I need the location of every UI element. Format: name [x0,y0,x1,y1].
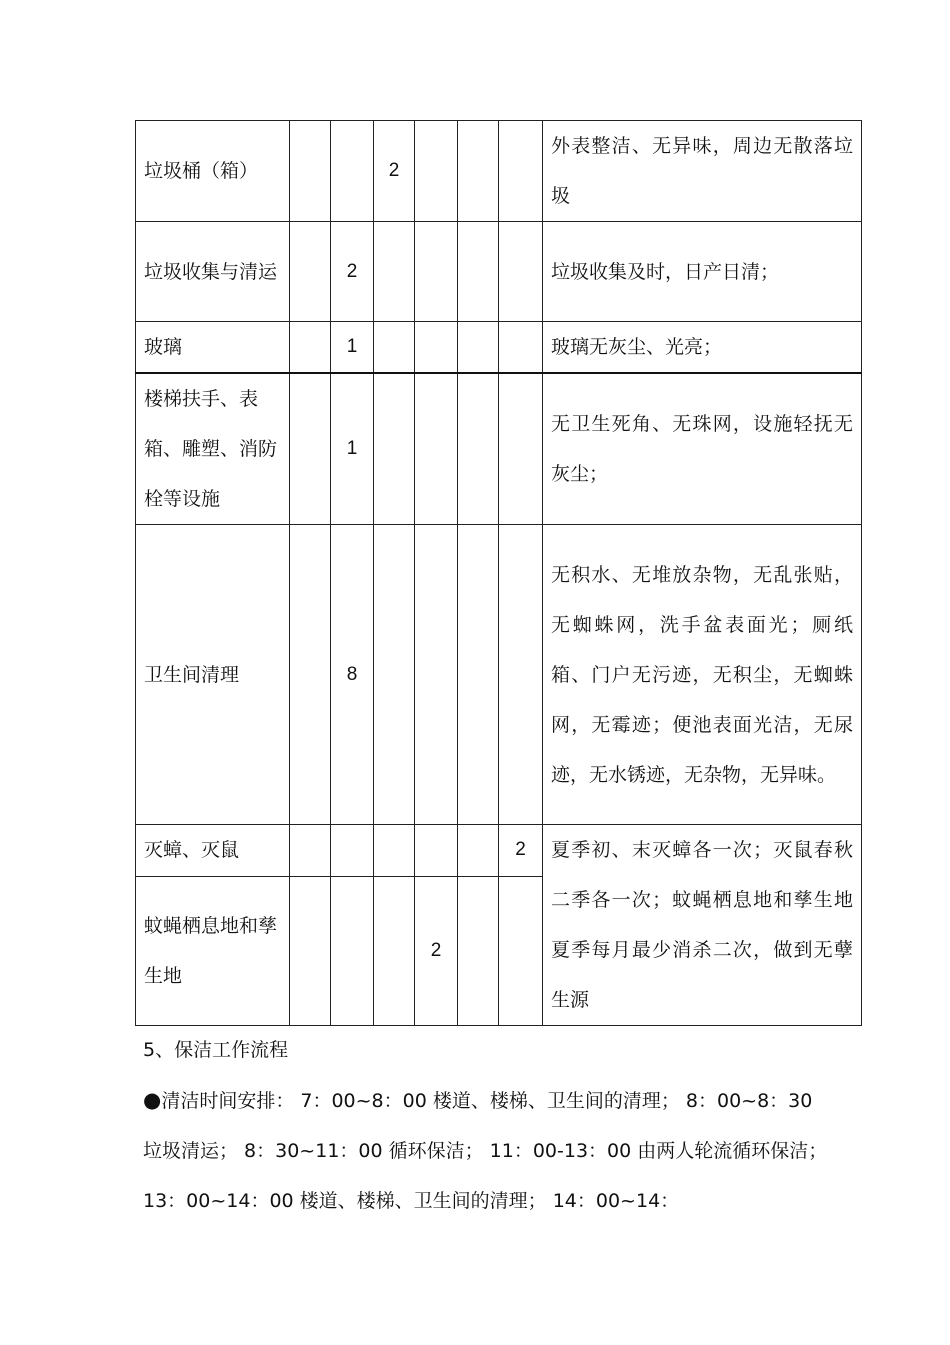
count-cell [499,121,543,222]
table-row [136,222,862,322]
count-cell [290,322,331,374]
count-cell [415,322,458,374]
count-cell [374,222,415,322]
count-cell [374,525,415,825]
row-item-label: 垃圾收集与清运 [136,222,290,322]
count-cell [458,322,499,374]
row-item-label: 垃圾桶（箱） [136,121,290,222]
table-row [136,373,862,525]
count-cell [415,222,458,322]
bullet-icon: ● [143,1088,162,1112]
count-cell: 2 [374,121,415,222]
count-cell [374,876,415,1026]
table-row [136,121,862,222]
table-row [136,322,862,374]
count-cell [458,525,499,825]
merged-standard-cell: 夏季初、末灭蟑各一次；灭鼠春秋二季各一次；蚊蝇栖息地和孳生地夏季每月最少消杀二次，做到无孽生源 [543,825,862,1026]
section-heading: 5、保洁工作流程 [143,1039,289,1061]
schedule-text: 清洁时间安排： 7：00~8：00 楼道、楼梯、卫生间的清理； 8：00~8：30 垃圾清运； 8：30~11：00 循环保洁； 11：00-13：00 由两人轮流循环保洁； 13：00~14：00 楼道、楼梯、卫生间的清理； 14：00~14： [143,1090,828,1212]
count-cell [458,373,499,525]
count-cell [374,825,415,877]
count-cell [499,373,543,525]
table-row [136,525,862,825]
count-cell: 8 [331,525,374,825]
count-cell [415,121,458,222]
count-cell [458,825,499,877]
schedule-paragraph [143,1075,833,1226]
standard-cell: 无卫生死角、无珠网，设施轻抚无灰尘； [543,373,862,525]
count-cell: 2 [415,876,458,1026]
count-cell: 2 [499,825,543,877]
count-cell [331,825,374,877]
count-cell [290,825,331,877]
standard-cell: 无积水、无堆放杂物，无乱张贴，无蜘蛛网，洗手盆表面光；厕纸箱、门户无污迹，无积尘，无蜘蛛网，无霉迹；便池表面光洁，无尿迹，无水锈迹，无杂物，无异味。 [543,525,862,825]
count-cell [415,825,458,877]
row-item-label: 蚊蝇栖息地和孳生地 [136,876,290,1026]
count-cell [374,322,415,374]
count-cell [499,222,543,322]
count-cell [290,373,331,525]
count-cell [331,121,374,222]
count-cell [458,876,499,1026]
row-item-label: 玻璃 [136,322,290,374]
count-cell [499,525,543,825]
table-row [136,825,862,877]
count-cell [290,222,331,322]
count-cell [290,121,331,222]
count-cell: 1 [331,322,374,374]
standard-cell: 外表整洁、无异味，周边无散落垃圾 [543,121,862,222]
count-cell [499,876,543,1026]
row-item-label: 卫生间清理 [136,525,290,825]
standard-cell: 玻璃无灰尘、光亮； [543,322,862,374]
count-cell [331,876,374,1026]
count-cell [458,121,499,222]
standard-cell: 垃圾收集及时，日产日清； [543,222,862,322]
count-cell [415,525,458,825]
count-cell [499,322,543,374]
row-item-label: 楼梯扶手、表箱、雕塑、消防栓等设施 [136,373,290,525]
count-cell [415,373,458,525]
count-cell [290,876,331,1026]
count-cell [374,373,415,525]
count-cell [290,525,331,825]
count-cell [458,222,499,322]
count-cell: 2 [331,222,374,322]
count-cell: 1 [331,373,374,525]
row-item-label: 灭蟑、灭鼠 [136,825,290,877]
cleaning-standards-table [135,120,862,1026]
